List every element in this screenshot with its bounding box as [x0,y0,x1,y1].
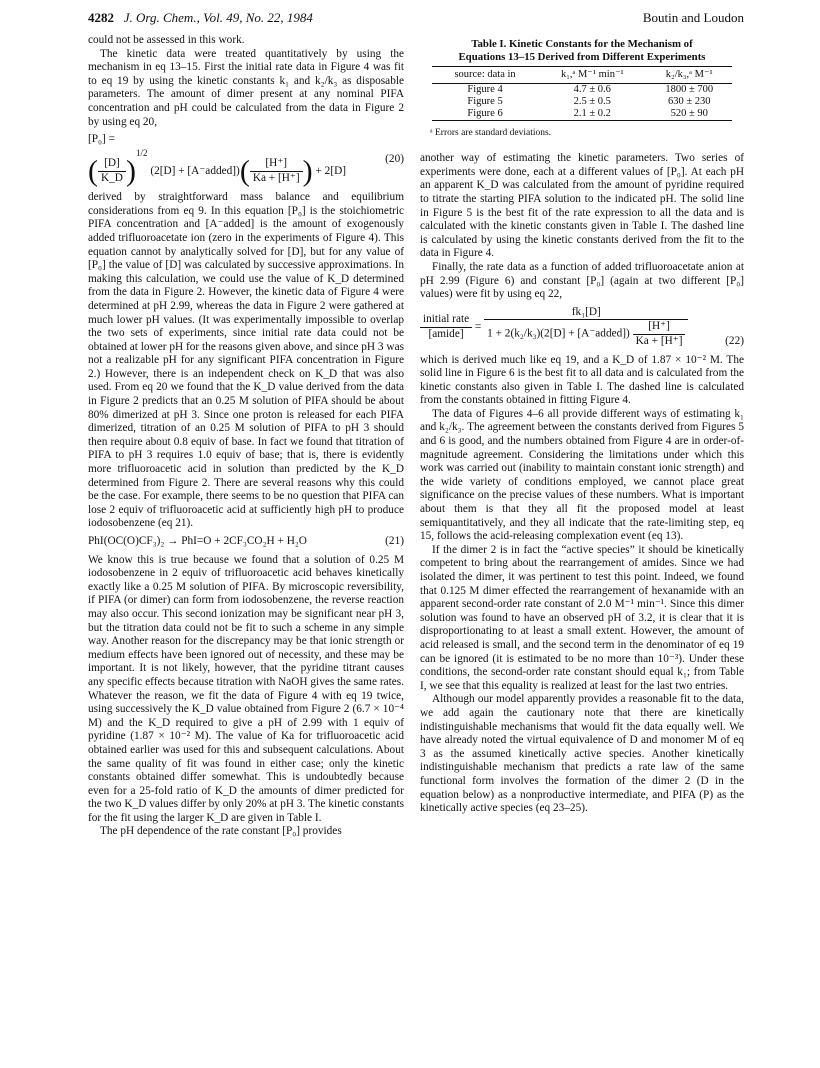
eq20-number: (20) [385,153,404,166]
paragraph: We know this is true because we found that a solution of 0.25 M iodosobenzene in 2 equiv of trifluoroacetic acid behaves kinetically exactly like a 0.25 M solution of PIFA. By microscopic reversibility, if PIFA (or dimer) can form from iodosobenzene, the reverse reaction may also occur. This second ionization may be significant near pH 3, but the titration data could not be fit to such a scheme in any simple way. Another reason for the discrepancy may be that ionic strength or medium effects have been ignored out of necessity, and these may be important. It is not likely, however, that the pyridine titrant causes any specific effects because titration with NaOH gives the same rates. Whatever the reason, we fit the data of Figure 4 with eq 19 twice, using successively the K_D value obtained from Figure 2 (6.7 × 10⁻⁴ M) and the K_D required to give a pH of 2.99 with 1 equiv of pyridine (1.87 × 10⁻² M). The value of Ka for trifluoroacetic acid obtained earlier was used for this and subsequent calculations. About the same quality of fit was found in either case; only the kinetic constants obtained differ somewhat. This is undoubtedly because even for a 25-fold ratio of K_D the amounts of dimer predicted for the two K_D values differ by only 20% at pH 3. The kinetic constants for the fit using the larger K_D are given in Table I. [88,553,404,824]
page-number: 4282 [88,10,114,25]
left-column [88,34,404,839]
paragraph: which is derived much like eq 19, and a K_D of 1.87 × 10⁻² M. The solid line in Figure 6 is the best fit to all data and is calculated from the kinetic constants also given in Table I. The dashed line is calculated from the constants obtained in fitting Figure 4. [420,353,744,407]
kinetic-constants-table [432,66,732,121]
table-cell: Figure 6 [432,108,538,121]
table-cell: 1800 ± 700 [665,83,714,95]
eq20-exponent: 1/2 [135,147,148,158]
paragraph: Although our model apparently provides a reasonable fit to the data, we add again the cautionary note that there are kinetically indistinguishable mechanisms that would fit the data equally well. We have already noted the virtual equivalence of D and monomer M of eq 3 as the assumed kinetically active species. Another kinetically indistinguishable mechanism that predicts a rate law of the same functional form involves the formation of the dimer 2 (D in the equation below) as a nonproductive intermediate, and PIFA (P) as the kinetically active species (eq 23–25). [420,693,744,815]
eq21-number: (21) [385,535,404,547]
table-row [432,96,732,108]
table-row [432,83,732,96]
table-cell: Figure 4 [467,83,503,95]
paragraph: The kinetic data were treated quantitatively by using the mechanism in eq 13–15. First the initial rate data in Figure 4 was fit to eq 19 by using the kinetic constants k₁ and k₂/k₃ as disposable parameters. The amount of dimer present at any nominal PIFA concentration and pH could be calculated from the data in Figure 2 by using eq 20, [88,47,404,128]
table-header-cell: k₁,ᵃ M⁻¹ min⁻¹ [538,67,646,84]
table-footnote: ᵃ Errors are standard deviations. [430,127,552,138]
eq20-frac2: $\frac{[H^+]}{Ka + [H^+]}$ [250,157,303,185]
table-row [432,108,732,121]
table-cell: 630 ± 230 [667,95,711,107]
eq22-inner-frac: $\frac{[H^+]}{Ka + [H^+]}$ [633,320,686,348]
equation-22: $\frac{\text{initial rate}}{\text{[amide]}}$ = fk₁[D] 1 + 2(k₂/k₃)(2[D] + [A⁻added]) $\frac{[H^+]}{Ka + [H^+]}$ (22) [420,306,744,349]
paragraph: could not be assessed in this work. [88,34,245,46]
header-left [88,10,313,26]
paragraph: If the dimer 2 is in fact the “active species” it should be kinetically competent to bring about the rearrangement of amides. Since we had isolated the dimer, it was pertinent to test this point. Indeed, we found that 0.125 M dimer effected the rearrangement of hexanamide with an apparent second-order rate constant of 2.0 M⁻¹ min⁻¹. Since this dimer solution was found to have an observed pH of 3.2, it is clear that it is disproportionating to at least a small extent. However, the amount of acid released is small, and the second term in the denominator of eq 19 can be ignored (it is estimated to be no more than 10⁻³). Under these conditions, the second-order rate constant should equal k₁; from Table I, we see that this equality is realized at least for the last two entries. [420,543,744,692]
eq20-middle: (2[D] + [A⁻added]) [150,164,240,177]
eq21-body: PhI(OC(O)CF₃)₂ → PhI=O + 2CF₃CO₂H + H₂O [88,535,307,547]
eq22-lhs: $\frac{\text{initial rate}}{\text{[amide]}}$ [420,313,472,341]
eq22-number: (22) [725,334,744,347]
paragraph: The pH dependence of the rate constant [P₀] provides [100,825,342,838]
table-cell: Figure 5 [467,95,503,107]
eq22-rhs: fk₁[D] 1 + 2(k₂/k₃)(2[D] + [A⁻added]) $\frac{[H^+]}{Ka + [H^+]}$ [484,306,688,349]
header-authors: Boutin and Loudon [642,10,744,25]
page-header [88,10,744,30]
right-column [420,34,744,816]
eq20-lhs: [P₀] = [88,133,115,146]
equation-21 [88,535,404,549]
paragraph: another way of estimating the kinetic parameters. Two series of experiments were done, each at a different values of [P₀]. At each pH an apparent K_D was calculated from the amount of pyridine required to titrate the starting PIFA solution to the indicated pH. The solid line in Figure 5 is the best fit of the rate expression to all the data and is calculated with the kinetic constants given in Table I. The dashed line is calculated by using the kinetic constants derived from the fit to the data in Figure 4. [420,152,744,260]
paragraph: derived by straightforward mass balance and equilibrium considerations from eq 9. In this equation [P₀] is the stoichiometric PIFA concentration and [A⁻added] is the amount of exogenously added trifluoroacetate ion (zero in the experiments of Figure 4). This equation cannot by analytically solved for [D], but for any value of [P₀] the value of [D] was calculated by successive approximations. In making this calculation, we could use the value of K_D determined from the data in Figure 2. However, the kinetic data of Figure 4 were determined at pH 2.99, whereas the data in Figure 2 were gathered at much lower pH values. (It was experimentally impossible to overlap the two sets of experiments, since initial rate data could not be obtained at lower pH for the reasons given above, and since pH 3 was not a realizable pH for any significant PIFA concentration in Figure 2.) However, there is an independent check on K_D that was also used. From eq 20 we found that the K_D value derived from the data in Figure 2 predicts that an 0.25 M solution of PIFA should be about 80% dimerized at pH 3. Since one proton is released for each PIFA dimerized, titration of an 0.25 M solution of PIFA to pH 3 should then require about 0.8 equiv of base. In fact we found that titration of PIFA to pH 3 requires 1.0 equiv of base; that is, there is evidently more trifluoroacetic acid in solution than predicted by the K_D determined from Figure 2. There are several reasons why this could be the case. For example, there seems to be no question that PIFA can lose 2 equiv of trifluoroacetic acid at sufficiently high pH to produce iodosobenzene (eq 21). [88,191,404,530]
table-cell: 4.7 ± 0.6 [573,83,611,95]
table-cell: 2.1 ± 0.2 [538,108,646,121]
paragraph: The data of Figures 4–6 all provide different ways of estimating k₁ and k₂/k₃. The agreement between the constants derived from Figures 5 and 6 is good, and the numbers obtained from Figure 4 are in order-of-magnitude agreement. Considering the limitations under which this work was carried out (inability to maintain constant ionic strength) and the wide variety of conditions employed, we cannot place great significance on the precise values of these numbers. What is important about them is that they all fit the proposed model at least semiquantitatively, and they all indicate that the rate-limiting step, eq 15, follows the acid-releasing complexation event (eq 13). [420,407,744,543]
table-cell: 520 ± 90 [647,108,733,121]
table-header-cell: source: data in [432,67,538,84]
eq20-frac1: $\frac{[D]}{K\_D}$ [98,157,126,185]
table-cell: 2.5 ± 0.5 [573,95,611,107]
table-header-row [432,67,732,84]
table-title: Table I. Kinetic Constants for the Mechanism of Equations 13–15 Derived from Different Experiments [458,38,706,63]
paragraph: Finally, the rate data as a function of added trifluoroacetate anion at pH 2.99 (Figure 6) and constant [P₀] (again at two different [P₀] values) were fit by using eq 22, [420,260,744,301]
equation-20: [P₀] = ( $\frac{[D]}{K\_D}$ )$^{1/2}$ (2[D] + [A⁻added])( $\frac{[H^+]}{Ka + [H^+]}$ ) + 2[D] (20) [88,133,404,188]
volume-info: Vol. 49, No. 22, 1984 [203,10,313,25]
journal-name: J. Org. Chem., [123,10,200,25]
eq20-tail: + 2[D] [315,164,347,177]
table-header-cell: k₂/k₃,ᵃ M⁻¹ [647,67,733,84]
